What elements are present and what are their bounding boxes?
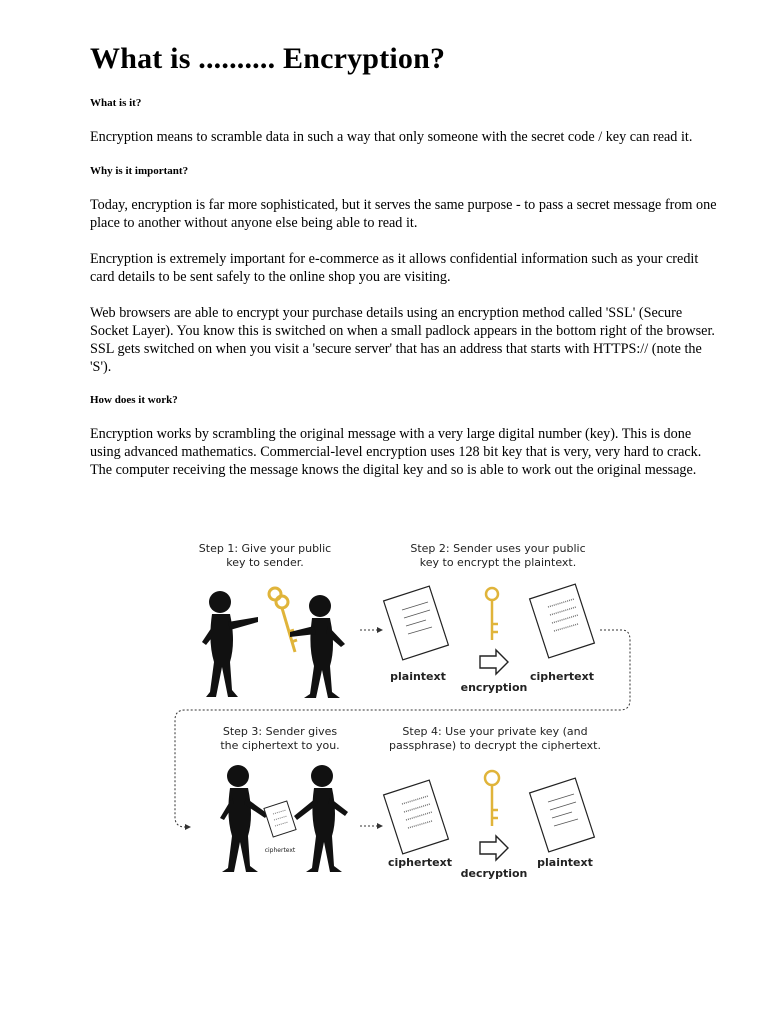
step1-caption-line2: key to sender. (226, 556, 304, 569)
paragraph-ecommerce: Encryption is extremely important for e-commerce as it allows confidential information such as your credit card details to be sent safely to the online shop you are visiting. (90, 251, 699, 285)
row1-left-label: plaintext (390, 670, 446, 683)
row2-arrow-label: decryption (460, 867, 528, 880)
encryption-diagram-svg (170, 532, 640, 902)
step3-caption-line1: Step 3: Sender gives (222, 725, 338, 738)
step4-caption-line1: Step 4: Use your private key (and (402, 725, 588, 738)
step2-caption-line2: key to encrypt the plaintext. (419, 556, 577, 569)
paragraph-how: Encryption works by scrambling the original message with a very large digital number (key). This is done using advanced mathematics. Commercial-level encryption uses 128 bit key that is very, very hard to crack. The computer receiving the message knows the digital key and so is able to work out the original message. (90, 426, 702, 478)
plaintext-document-icon-row2 (530, 778, 595, 852)
person-right-row1 (290, 595, 345, 698)
row1-right-label: ciphertext (530, 670, 594, 683)
row1-arrow-label: encryption (460, 681, 528, 694)
ciphertext-document-icon (530, 584, 595, 658)
person-right-row2 (294, 765, 348, 872)
person-left-row1 (202, 591, 258, 697)
person-left-row2 (220, 765, 268, 872)
page-title: What is .......... Encryption? (90, 42, 446, 75)
step2-caption-line1: Step 2: Sender uses your public (410, 542, 586, 555)
arrow-right-icon-encrypt (480, 650, 508, 674)
paragraph-definition: Encryption means to scramble data in such a way that only someone with the secret code / key can read it. (90, 129, 693, 145)
key-icon-public (269, 588, 297, 652)
arrow-right-icon-decrypt (480, 836, 508, 860)
paragraph-today: Today, encryption is far more sophisticated, but it serves the same purpose - to pass a secret message from one place to another without anyone else being able to read it. (90, 197, 717, 231)
handoff-document-icon (264, 801, 296, 837)
section-heading-what: What is it? (90, 97, 142, 109)
document-page (90, 40, 720, 497)
step1-caption-line1: Step 1: Give your public (198, 542, 332, 555)
handoff-label: ciphertext (264, 847, 296, 854)
ciphertext-document-icon-row2 (384, 780, 449, 854)
paragraph-ssl: Web browsers are able to encrypt your purchase details using an encryption method called 'SSL' (Secure Socket Layer). You know this is switched on when a small padlock appears in the bottom right of the browser. SSL gets switched on when you visit a 'secure server' that has an address that starts with HTTPS:// (note the 'S'). (90, 305, 715, 375)
row2-right-label: plaintext (537, 856, 593, 869)
step3-caption-line2: the ciphertext to you. (220, 739, 340, 752)
encryption-diagram (170, 532, 640, 902)
section-heading-how: How does it work? (90, 394, 178, 406)
row2-left-label: ciphertext (388, 856, 452, 869)
section-heading-why: Why is it important? (90, 165, 189, 177)
plaintext-document-icon (384, 586, 449, 660)
step4-caption-line2: passphrase) to decrypt the ciphertext. (389, 739, 601, 752)
key-icon-encrypt (486, 588, 498, 640)
key-icon-private (485, 771, 499, 826)
